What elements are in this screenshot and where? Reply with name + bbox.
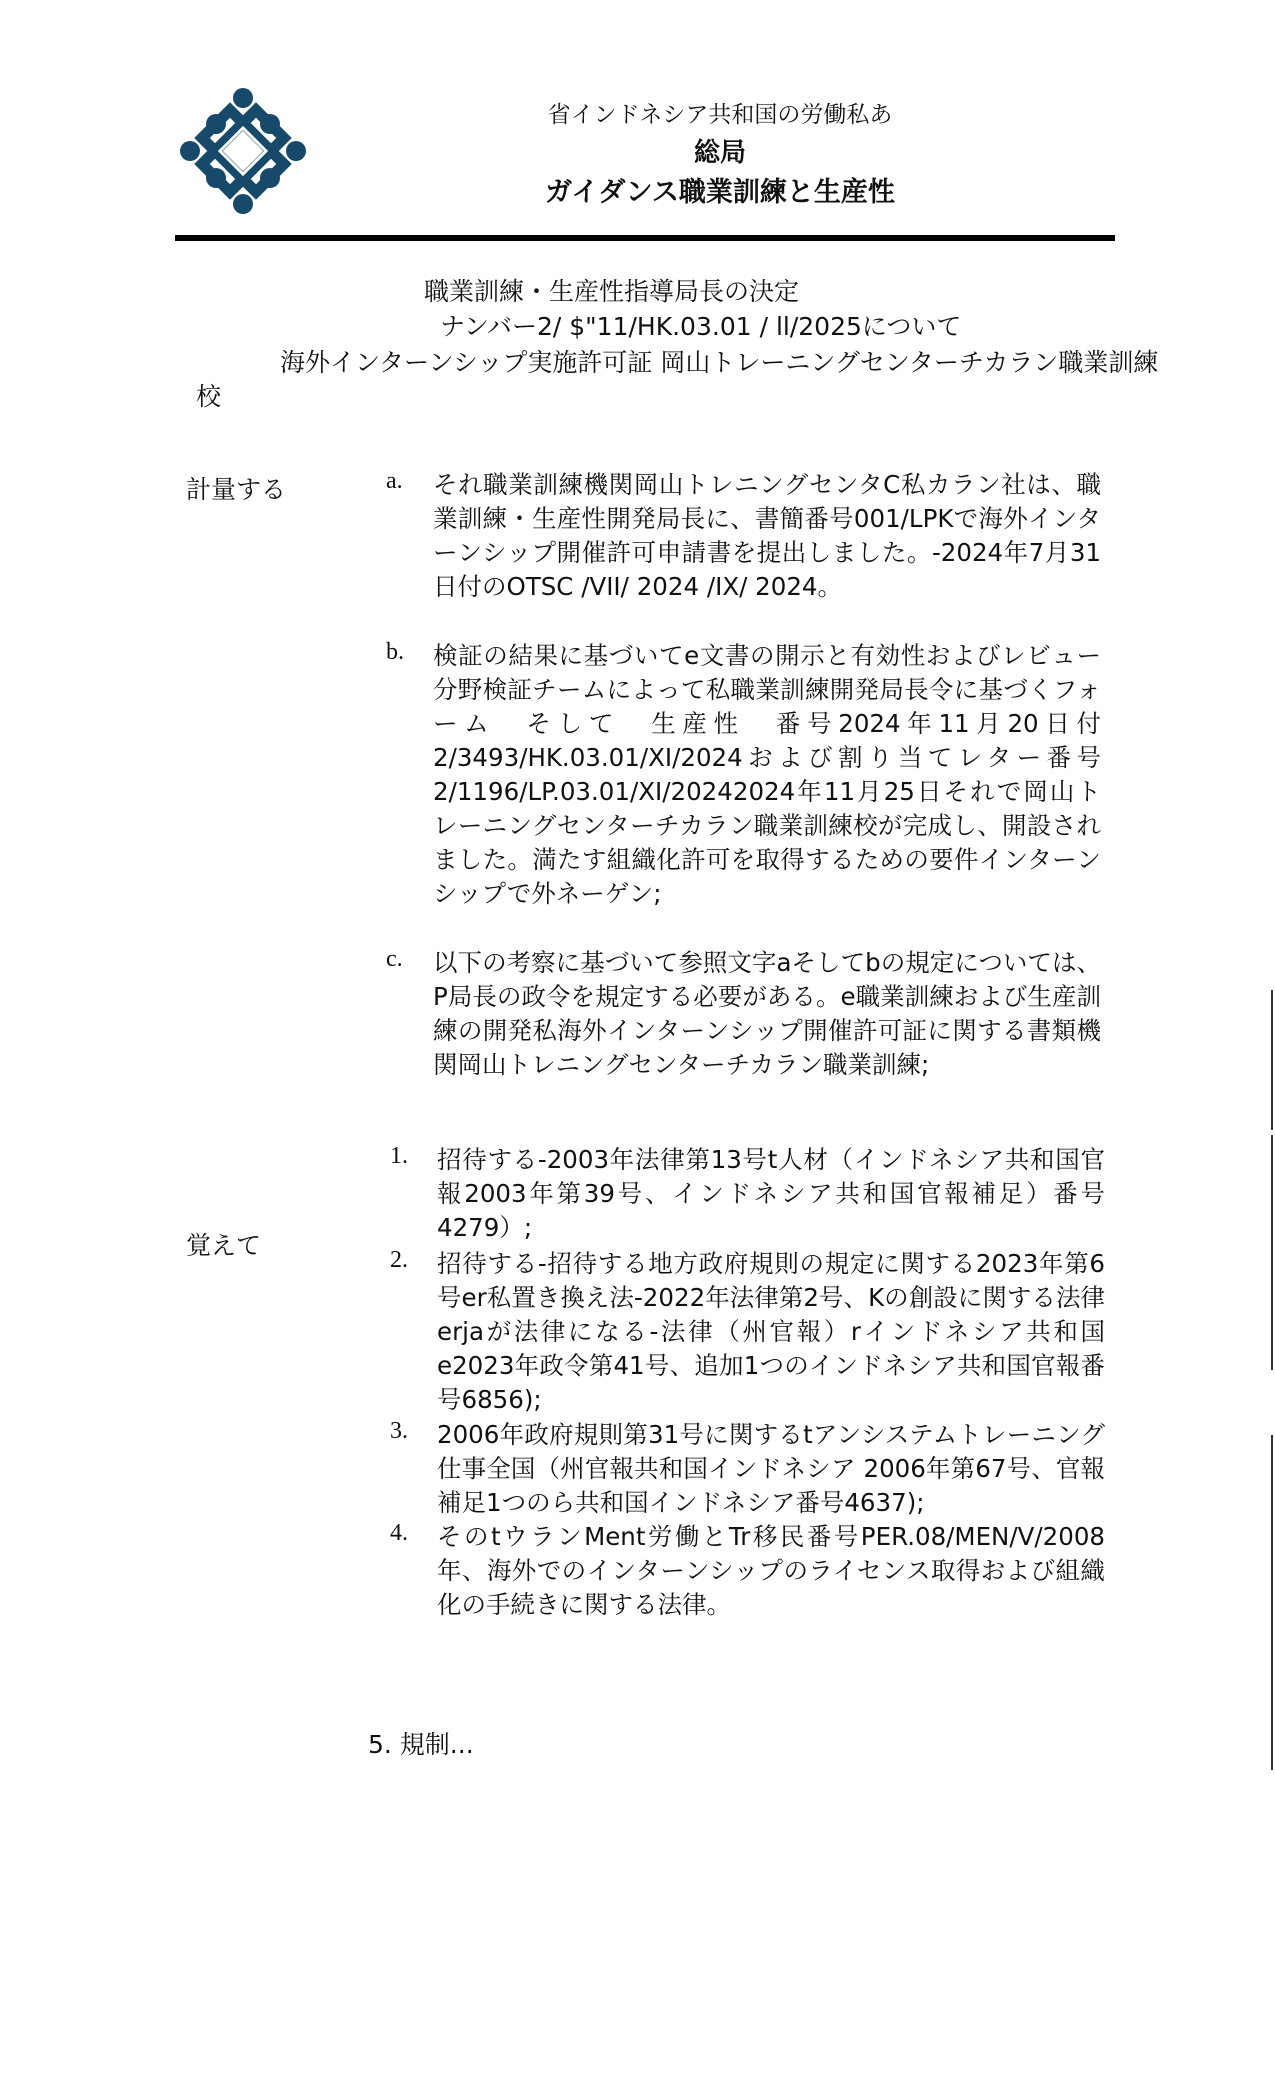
regulation-heading: 5. 規制... xyxy=(368,1730,474,1759)
item-marker: 1. xyxy=(390,1143,408,1169)
page-edge-mark xyxy=(1271,1135,1273,1370)
considering-label: 計量する xyxy=(186,475,287,504)
item-text: 招待する-2003年法律第13号t人材（インドネシア共和国官報2003年第39号、インドネシア共和国官報補足）番号4279）; xyxy=(437,1145,1105,1242)
item-marker: 3. xyxy=(390,1418,408,1444)
ministry-name: 省インドネシア共和国の労働私あ xyxy=(547,102,893,128)
decree-subject: 海外インターンシップ実施許可証 岡山トレーニングセンターチカラン職業訓練 xyxy=(280,348,1159,377)
item-marker: c. xyxy=(386,946,403,972)
decree-subject-continued: 校 xyxy=(196,382,222,411)
item-text: 検証の結果に基づいてe文書の開示と有効性およびレビュー分野検証チームによって私職業訓練開発局長令に基づくフォーム そして 生産性 番号2024年11月20日付2/3493/HK.03.01/XI/2024および割り当てレター番号2/1196/LP.03.01/XI/20242024年11月25日それで岡山トレーニングセンターチカラン職業訓練校が完成し、開設されました。満たす組織化許可を取得するための要件インターンシップで外ネーゲン; xyxy=(433,641,1101,908)
item-marker: b. xyxy=(386,639,404,665)
division-name: ガイダンス職業訓練と生産性 xyxy=(545,177,895,208)
item-text: それ職業訓練機関岡山トレニングセンタC私カラン社は、職業訓練・生産性開発局長に、書簡番号001/LPKで海外インターンシップ開催許可申請書を提出しました。-2024年7月31日付のOTSC /VII/ 2024 /IX/ 2024。 xyxy=(433,470,1101,601)
item-text: そのtウランMent労働とTr移民番号PER.08/MEN/V/2008年、海外でのインターンシップのライセンス取得および組織化の手続きに関する法律。 xyxy=(437,1522,1105,1619)
item-marker: 2. xyxy=(390,1247,408,1273)
header-divider xyxy=(175,235,1115,241)
item-marker: 4. xyxy=(390,1520,408,1546)
page-edge-mark xyxy=(1271,1435,1273,1770)
item-text: 2006年政府規則第31号に関するtアンシステムトレーニング仕事全国（州官報共和国インドネシア 2006年第67号、官報補足1つのら共和国インドネシア番号4637); xyxy=(437,1420,1105,1517)
remembering-label: 覚えて xyxy=(186,1231,262,1260)
item-text: 以下の考察に基づいて参照文字aそしてbの規定については、P局長の政令を規定する必要がある。e職業訓練および生産訓練の開発私海外インターンシップ開催許可証に関する書類機関岡山トレニングセンターチカラン職業訓練; xyxy=(433,948,1101,1079)
item-text: 招待する-招待する地方政府規則の規定に関する2023年第6号er私置き換え法-2022年法律第2号、Kの創設に関する法律erjaが法律になる-法律（州官報）rインドネシア共和国e2023年政令第41号、追加1つのインドネシア共和国官報番号6856); xyxy=(437,1249,1105,1414)
directorate-general: 総局 xyxy=(693,138,746,168)
item-marker: a. xyxy=(386,468,403,494)
decree-number: ナンバー2/ $"11/HK.03.01 / ll/2025について xyxy=(440,312,962,341)
page-edge-mark xyxy=(1271,990,1273,1130)
ministry-logo-icon xyxy=(180,88,306,214)
decree-title: 職業訓練・生産性指導局長の決定 xyxy=(424,277,800,306)
